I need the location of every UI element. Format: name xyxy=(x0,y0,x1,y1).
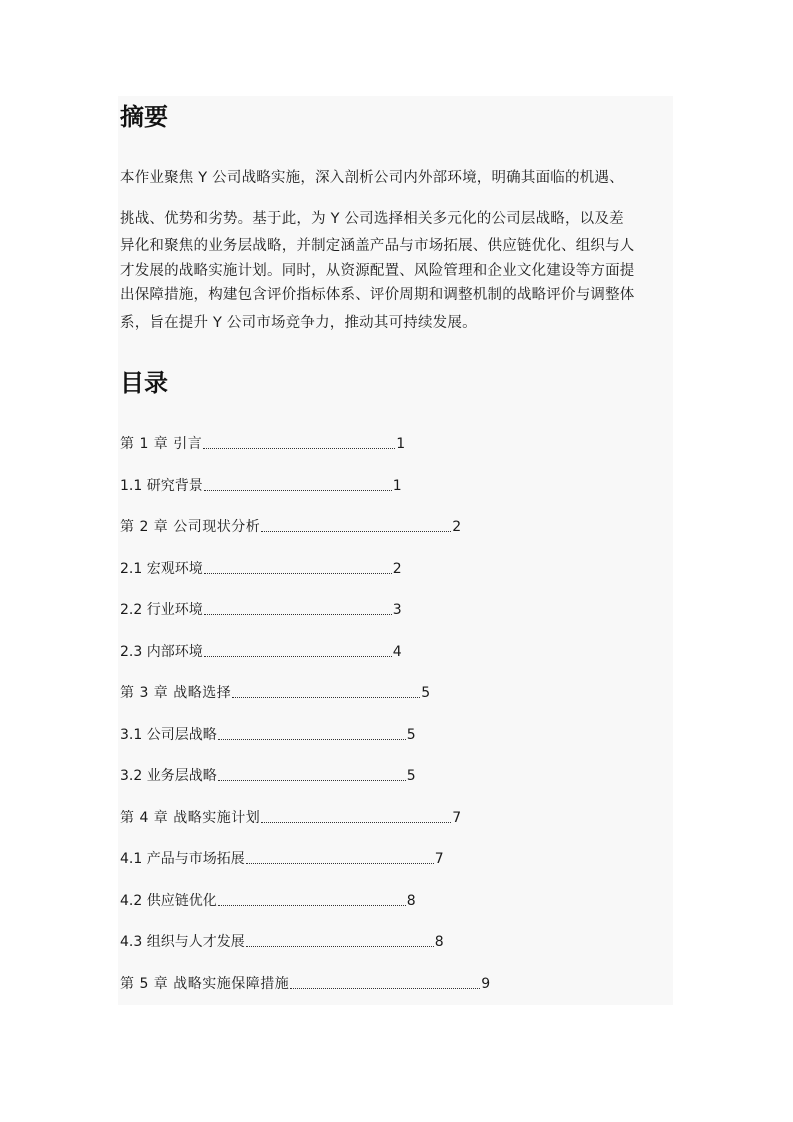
toc-entry-label: 第 2 章 公司现状分析 xyxy=(120,519,261,535)
toc-entry-label: 3.1 公司层战略 xyxy=(120,727,217,743)
toc-dot-leader xyxy=(204,614,392,615)
toc-page-number: 1 xyxy=(392,478,402,494)
toc-entry-label: 4.2 供应链优化 xyxy=(120,893,217,909)
toc-dot-leader xyxy=(290,988,480,989)
toc-entry-label: 第 4 章 战略实施计划 xyxy=(120,810,261,826)
toc-page-number: 1 xyxy=(396,436,406,452)
toc-page-number: 2 xyxy=(452,519,462,535)
abstract-line: 出保障措施，构建包含评价指标体系、评价周期和调整机制的战略评价与调整体 xyxy=(120,287,635,303)
toc-entry-label: 第 1 章 引言 xyxy=(120,436,203,452)
toc-entry-label: 2.3 内部环境 xyxy=(120,644,203,660)
toc-entry-section-2-2[interactable] xyxy=(120,600,402,620)
toc-entry-section-4-2[interactable] xyxy=(120,891,416,911)
abstract-line: 才发展的战略实施计划。同时，从资源配置、风险管理和企业文化建设等方面提 xyxy=(120,263,635,279)
toc-dot-leader xyxy=(261,822,451,823)
toc-dot-leader xyxy=(218,780,406,781)
toc-page-number: 7 xyxy=(434,851,444,867)
toc-entry-label: 4.1 产品与市场拓展 xyxy=(120,851,245,867)
toc-dot-leader xyxy=(261,531,451,532)
toc-page-number: 5 xyxy=(406,727,416,743)
toc-entry-section-1-1[interactable] xyxy=(120,476,402,496)
abstract-heading: 摘要 xyxy=(120,103,168,131)
toc-entry-label: 第 5 章 战略实施保障措施 xyxy=(120,976,290,992)
toc-dot-leader xyxy=(246,946,434,947)
toc-heading: 目录 xyxy=(120,369,168,397)
toc-dot-leader xyxy=(232,697,420,698)
toc-dot-leader xyxy=(204,490,392,491)
toc-entry-section-4-1[interactable] xyxy=(120,849,444,869)
toc-entry-section-3-1[interactable] xyxy=(120,725,416,745)
toc-entry-chapter-5[interactable] xyxy=(120,974,490,994)
toc-entry-label: 4.3 组织与人才发展 xyxy=(120,934,245,950)
toc-dot-leader xyxy=(204,656,392,657)
abstract-line: 本作业聚焦 Y 公司战略实施，深入剖析公司内外部环境，明确其面临的机遇、 xyxy=(120,170,624,186)
abstract-line: 系，旨在提升 Y 公司市场竞争力，推动其可持续发展。 xyxy=(120,315,477,331)
toc-entry-chapter-3[interactable] xyxy=(120,683,430,703)
toc-dot-leader xyxy=(204,573,392,574)
toc-entry-label: 2.2 行业环境 xyxy=(120,602,203,618)
toc-page-number: 4 xyxy=(392,644,402,660)
toc-dot-leader xyxy=(203,448,395,449)
toc-page-number: 8 xyxy=(434,934,444,950)
toc-entry-label: 3.2 业务层战略 xyxy=(120,768,217,784)
toc-page-number: 3 xyxy=(392,602,402,618)
toc-page-number: 2 xyxy=(392,561,402,577)
toc-dot-leader xyxy=(218,905,406,906)
toc-dot-leader xyxy=(218,739,406,740)
toc-entry-chapter-1[interactable] xyxy=(120,434,405,454)
toc-entry-label: 第 3 章 战略选择 xyxy=(120,685,232,701)
toc-entry-section-3-2[interactable] xyxy=(120,766,416,786)
toc-dot-leader xyxy=(246,863,434,864)
toc-entry-chapter-4[interactable] xyxy=(120,808,461,828)
toc-entry-section-2-1[interactable] xyxy=(120,559,402,579)
toc-entry-section-2-3[interactable] xyxy=(120,642,402,662)
abstract-line: 挑战、优势和劣势。基于此，为 Y 公司选择相关多元化的公司层战略，以及差 xyxy=(120,211,624,227)
toc-entry-chapter-2[interactable] xyxy=(120,517,461,537)
toc-page-number: 5 xyxy=(421,685,431,701)
toc-entry-label: 1.1 研究背景 xyxy=(120,478,203,494)
toc-page-number: 9 xyxy=(481,976,491,992)
toc-page-number: 5 xyxy=(406,768,416,784)
abstract-line: 异化和聚焦的业务层战略，并制定涵盖产品与市场拓展、供应链优化、组织与人 xyxy=(120,238,635,254)
toc-entry-section-4-3[interactable] xyxy=(120,932,444,952)
toc-page-number: 7 xyxy=(452,810,462,826)
toc-page-number: 8 xyxy=(406,893,416,909)
toc-entry-label: 2.1 宏观环境 xyxy=(120,561,203,577)
